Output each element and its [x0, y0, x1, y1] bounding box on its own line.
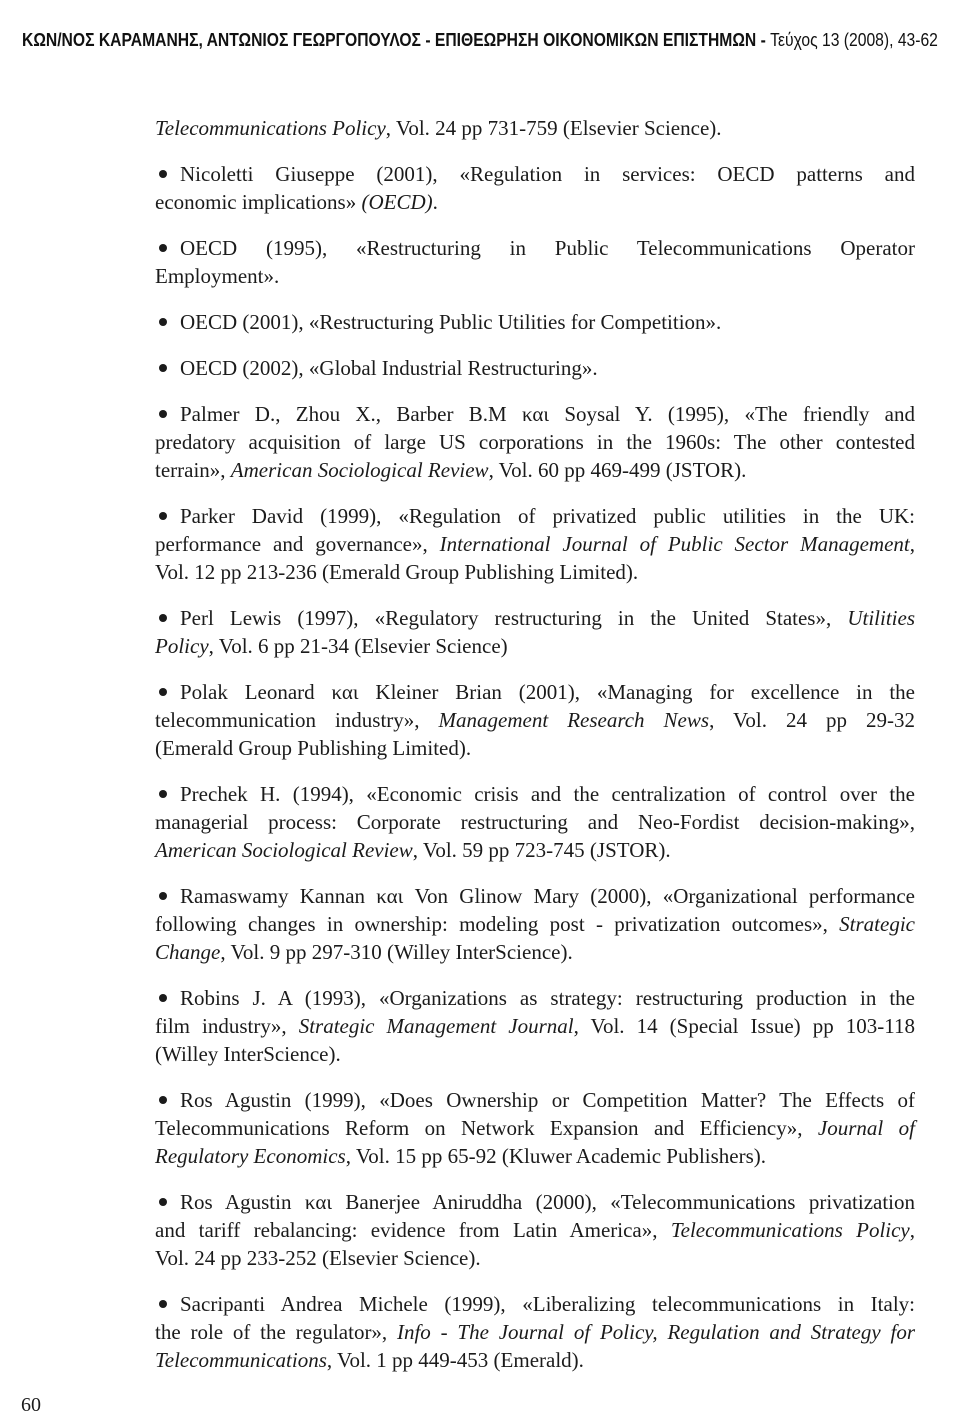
reference-text: economic implications» — [155, 190, 362, 214]
reference-list — [155, 114, 915, 1392]
reference-text: managerial process: Corporate restructuring and Neo-Fordist decision-making», — [155, 810, 915, 834]
reference-text: Robins J. A (1993), «Organizations as strategy: restructuring production in the — [180, 986, 915, 1010]
reference-text: and tariff rebalancing: evidence from Latin America», — [155, 1218, 671, 1242]
running-head-issue: Τεύχος 13 (2008), 43-62 — [770, 30, 938, 50]
bullet-icon — [159, 244, 167, 252]
reference-text: film industry», — [155, 1014, 299, 1038]
bullet-icon — [159, 364, 167, 372]
reference-text: Nicoletti Giuseppe (2001), «Regulation in services: OECD patterns and — [180, 162, 915, 186]
reference-source-title: Telecommunications Policy — [670, 1218, 910, 1242]
reference-text: , Vol. 14 (Special Issue) pp 103-118 — [573, 1014, 915, 1038]
reference-line — [155, 114, 915, 142]
reference-entry — [155, 1086, 915, 1170]
reference-line — [155, 530, 915, 558]
bullet-icon — [159, 994, 167, 1002]
reference-text: Vol. 24 pp 233-252 (Elsevier Science). — [155, 1246, 481, 1270]
bullet-icon — [159, 512, 167, 520]
reference-text: (Willey InterScience). — [155, 1042, 341, 1066]
reference-entry — [155, 678, 915, 762]
reference-text: Sacripanti Andrea Michele (1999), «Liberalizing telecommunications in Italy: — [180, 1292, 915, 1316]
reference-text: Ros Agustin (1999), «Does Ownership or Competition Matter? The Effects of — [180, 1088, 915, 1112]
reference-text: , Vol. 6 pp 21-34 (Elsevier Science) — [208, 634, 508, 658]
reference-source-title: Telecommunications — [155, 1348, 327, 1372]
reference-entry — [155, 160, 915, 216]
reference-text: Employment». — [155, 264, 280, 288]
reference-entry — [155, 604, 915, 660]
reference-entry — [155, 308, 915, 336]
reference-text: Perl Lewis (1997), «Regulatory restructuring in the United States», — [180, 606, 848, 630]
bullet-icon — [159, 1198, 167, 1206]
reference-line — [155, 1114, 915, 1142]
reference-entry — [155, 882, 915, 966]
bullet-icon — [159, 318, 167, 326]
reference-entry — [155, 354, 915, 382]
reference-line — [155, 400, 915, 428]
reference-text: Prechek H. (1994), «Economic crisis and the centralization of control over the — [180, 782, 915, 806]
reference-text: OECD (2002), «Global Industrial Restructuring». — [180, 356, 598, 380]
reference-text: terrain», — [155, 458, 231, 482]
reference-line — [155, 1346, 915, 1374]
reference-line — [155, 234, 915, 262]
reference-text: (Emerald Group Publishing Limited). — [155, 736, 472, 760]
reference-text: Parker David (1999), «Regulation of privatized public utilities in the UK: — [180, 504, 915, 528]
reference-entry — [155, 984, 915, 1068]
reference-source-title: Info - The Journal of Policy, Regulation and Strategy for — [396, 1320, 916, 1344]
bullet-icon — [159, 1300, 167, 1308]
reference-source-title: Telecommunications Policy — [155, 116, 386, 140]
reference-text: performance and governance», — [155, 532, 440, 556]
reference-line — [155, 1086, 915, 1114]
reference-entry — [155, 234, 915, 290]
reference-line — [155, 734, 915, 762]
reference-line — [155, 1290, 915, 1318]
reference-line — [155, 910, 915, 938]
reference-entry — [155, 502, 915, 586]
reference-entry — [155, 400, 915, 484]
reference-source-title: Regulatory Economics — [155, 1144, 346, 1168]
reference-source-title: Journal of — [817, 1116, 915, 1140]
reference-line — [155, 1216, 915, 1244]
reference-text: , Vol. 60 pp 469-499 (JSTOR). — [488, 458, 747, 482]
reference-text: OECD (1995), «Restructuring in Public Telecommunications Operator — [180, 236, 915, 260]
reference-text: , — [909, 532, 915, 556]
reference-text: , Vol. 24 pp 731-759 (Elsevier Science). — [385, 116, 722, 140]
reference-text: telecommunication industry», — [155, 708, 439, 732]
reference-line — [155, 456, 915, 484]
reference-text: Polak Leonard και Kleiner Brian (2001), «Managing for excellence in the — [180, 680, 915, 704]
reference-text: Ramaswamy Kannan και Von Glinow Mary (2000), «Organizational performance — [180, 884, 915, 908]
reference-line — [155, 836, 915, 864]
bullet-icon — [159, 688, 167, 696]
reference-source-title: Policy — [155, 634, 209, 658]
reference-line — [155, 502, 915, 530]
reference-line — [155, 1188, 915, 1216]
bullet-icon — [159, 170, 167, 178]
reference-line — [155, 262, 915, 290]
reference-entry — [155, 114, 915, 142]
reference-line — [155, 1142, 915, 1170]
reference-source-title: Change — [155, 940, 221, 964]
reference-source-title: American Sociological Review — [230, 458, 489, 482]
reference-source-title: Management Research News — [438, 708, 710, 732]
reference-line — [155, 160, 915, 188]
reference-line — [155, 354, 915, 382]
reference-text: , Vol. 9 pp 297-310 (Willey InterScience). — [220, 940, 573, 964]
reference-line — [155, 938, 915, 966]
reference-text: . — [432, 190, 438, 214]
reference-entry — [155, 780, 915, 864]
reference-text: , — [909, 1218, 916, 1242]
reference-source-title: Strategic Management Journal — [298, 1014, 574, 1038]
reference-text: , Vol. 59 pp 723-745 (JSTOR). — [412, 838, 671, 862]
bullet-icon — [159, 790, 167, 798]
bullet-icon — [159, 614, 167, 622]
reference-line — [155, 428, 915, 456]
reference-text: Palmer D., Zhou X., Barber B.M και Soysal Y. (1995), «The friendly and — [180, 402, 915, 426]
reference-text: Telecommunications Reform on Network Expansion and Efficiency», — [155, 1116, 818, 1140]
reference-line — [155, 558, 915, 586]
reference-line — [155, 632, 915, 660]
reference-text: , Vol. 24 pp 29-32 — [709, 708, 915, 732]
reference-line — [155, 1040, 915, 1068]
reference-text: Ros Agustin και Banerjee Aniruddha (2000), «Telecommunications privatization — [180, 1190, 915, 1214]
running-head-authors-journal: ΚΩΝ/ΝΟΣ ΚΑΡΑΜΑΝΗΣ, ΑΝΤΩΝΙΟΣ ΓΕΩΡΓΟΠΟΥΛΟΣ - ΕΠΙΘΕΩΡΗΣΗ ΟΙΚΟΝΟΜΙΚΩΝ ΕΠΙΣΤΗΜΩΝ - — [22, 30, 766, 50]
bullet-icon — [159, 892, 167, 900]
reference-line — [155, 808, 915, 836]
reference-line — [155, 604, 915, 632]
reference-text: Vol. 12 pp 213-236 (Emerald Group Publishing Limited). — [155, 560, 639, 584]
reference-line — [155, 984, 915, 1012]
reference-source-title: (OECD) — [361, 190, 433, 214]
reference-line — [155, 308, 915, 336]
reference-source-title: Utilities — [847, 606, 915, 630]
reference-source-title: American Sociological Review — [155, 838, 413, 862]
reference-text: predatory acquisition of large US corporations in the 1960s: The other contested — [155, 430, 915, 454]
reference-text: following changes in ownership: modeling post - privatization outcomes», — [155, 912, 840, 936]
page-number: 60 — [21, 1394, 41, 1416]
reference-line — [155, 678, 915, 706]
reference-source-title: International Journal of Public Sector Management — [439, 532, 910, 556]
reference-entry — [155, 1290, 915, 1374]
reference-line — [155, 1318, 915, 1346]
reference-line — [155, 882, 915, 910]
reference-line — [155, 188, 915, 216]
bullet-icon — [159, 410, 167, 418]
reference-line — [155, 706, 915, 734]
reference-text: OECD (2001), «Restructuring Public Utilities for Competition». — [180, 310, 722, 334]
reference-text: , Vol. 1 pp 449-453 (Emerald). — [326, 1348, 584, 1372]
reference-line — [155, 780, 915, 808]
reference-text: , Vol. 15 pp 65-92 (Kluwer Academic Publishers). — [345, 1144, 767, 1168]
running-head — [22, 29, 938, 51]
reference-entry — [155, 1188, 915, 1272]
reference-line — [155, 1244, 915, 1272]
reference-line — [155, 1012, 915, 1040]
reference-text: the role of the regulator», — [155, 1320, 397, 1344]
reference-source-title: Strategic — [839, 912, 915, 936]
bullet-icon — [159, 1096, 167, 1104]
